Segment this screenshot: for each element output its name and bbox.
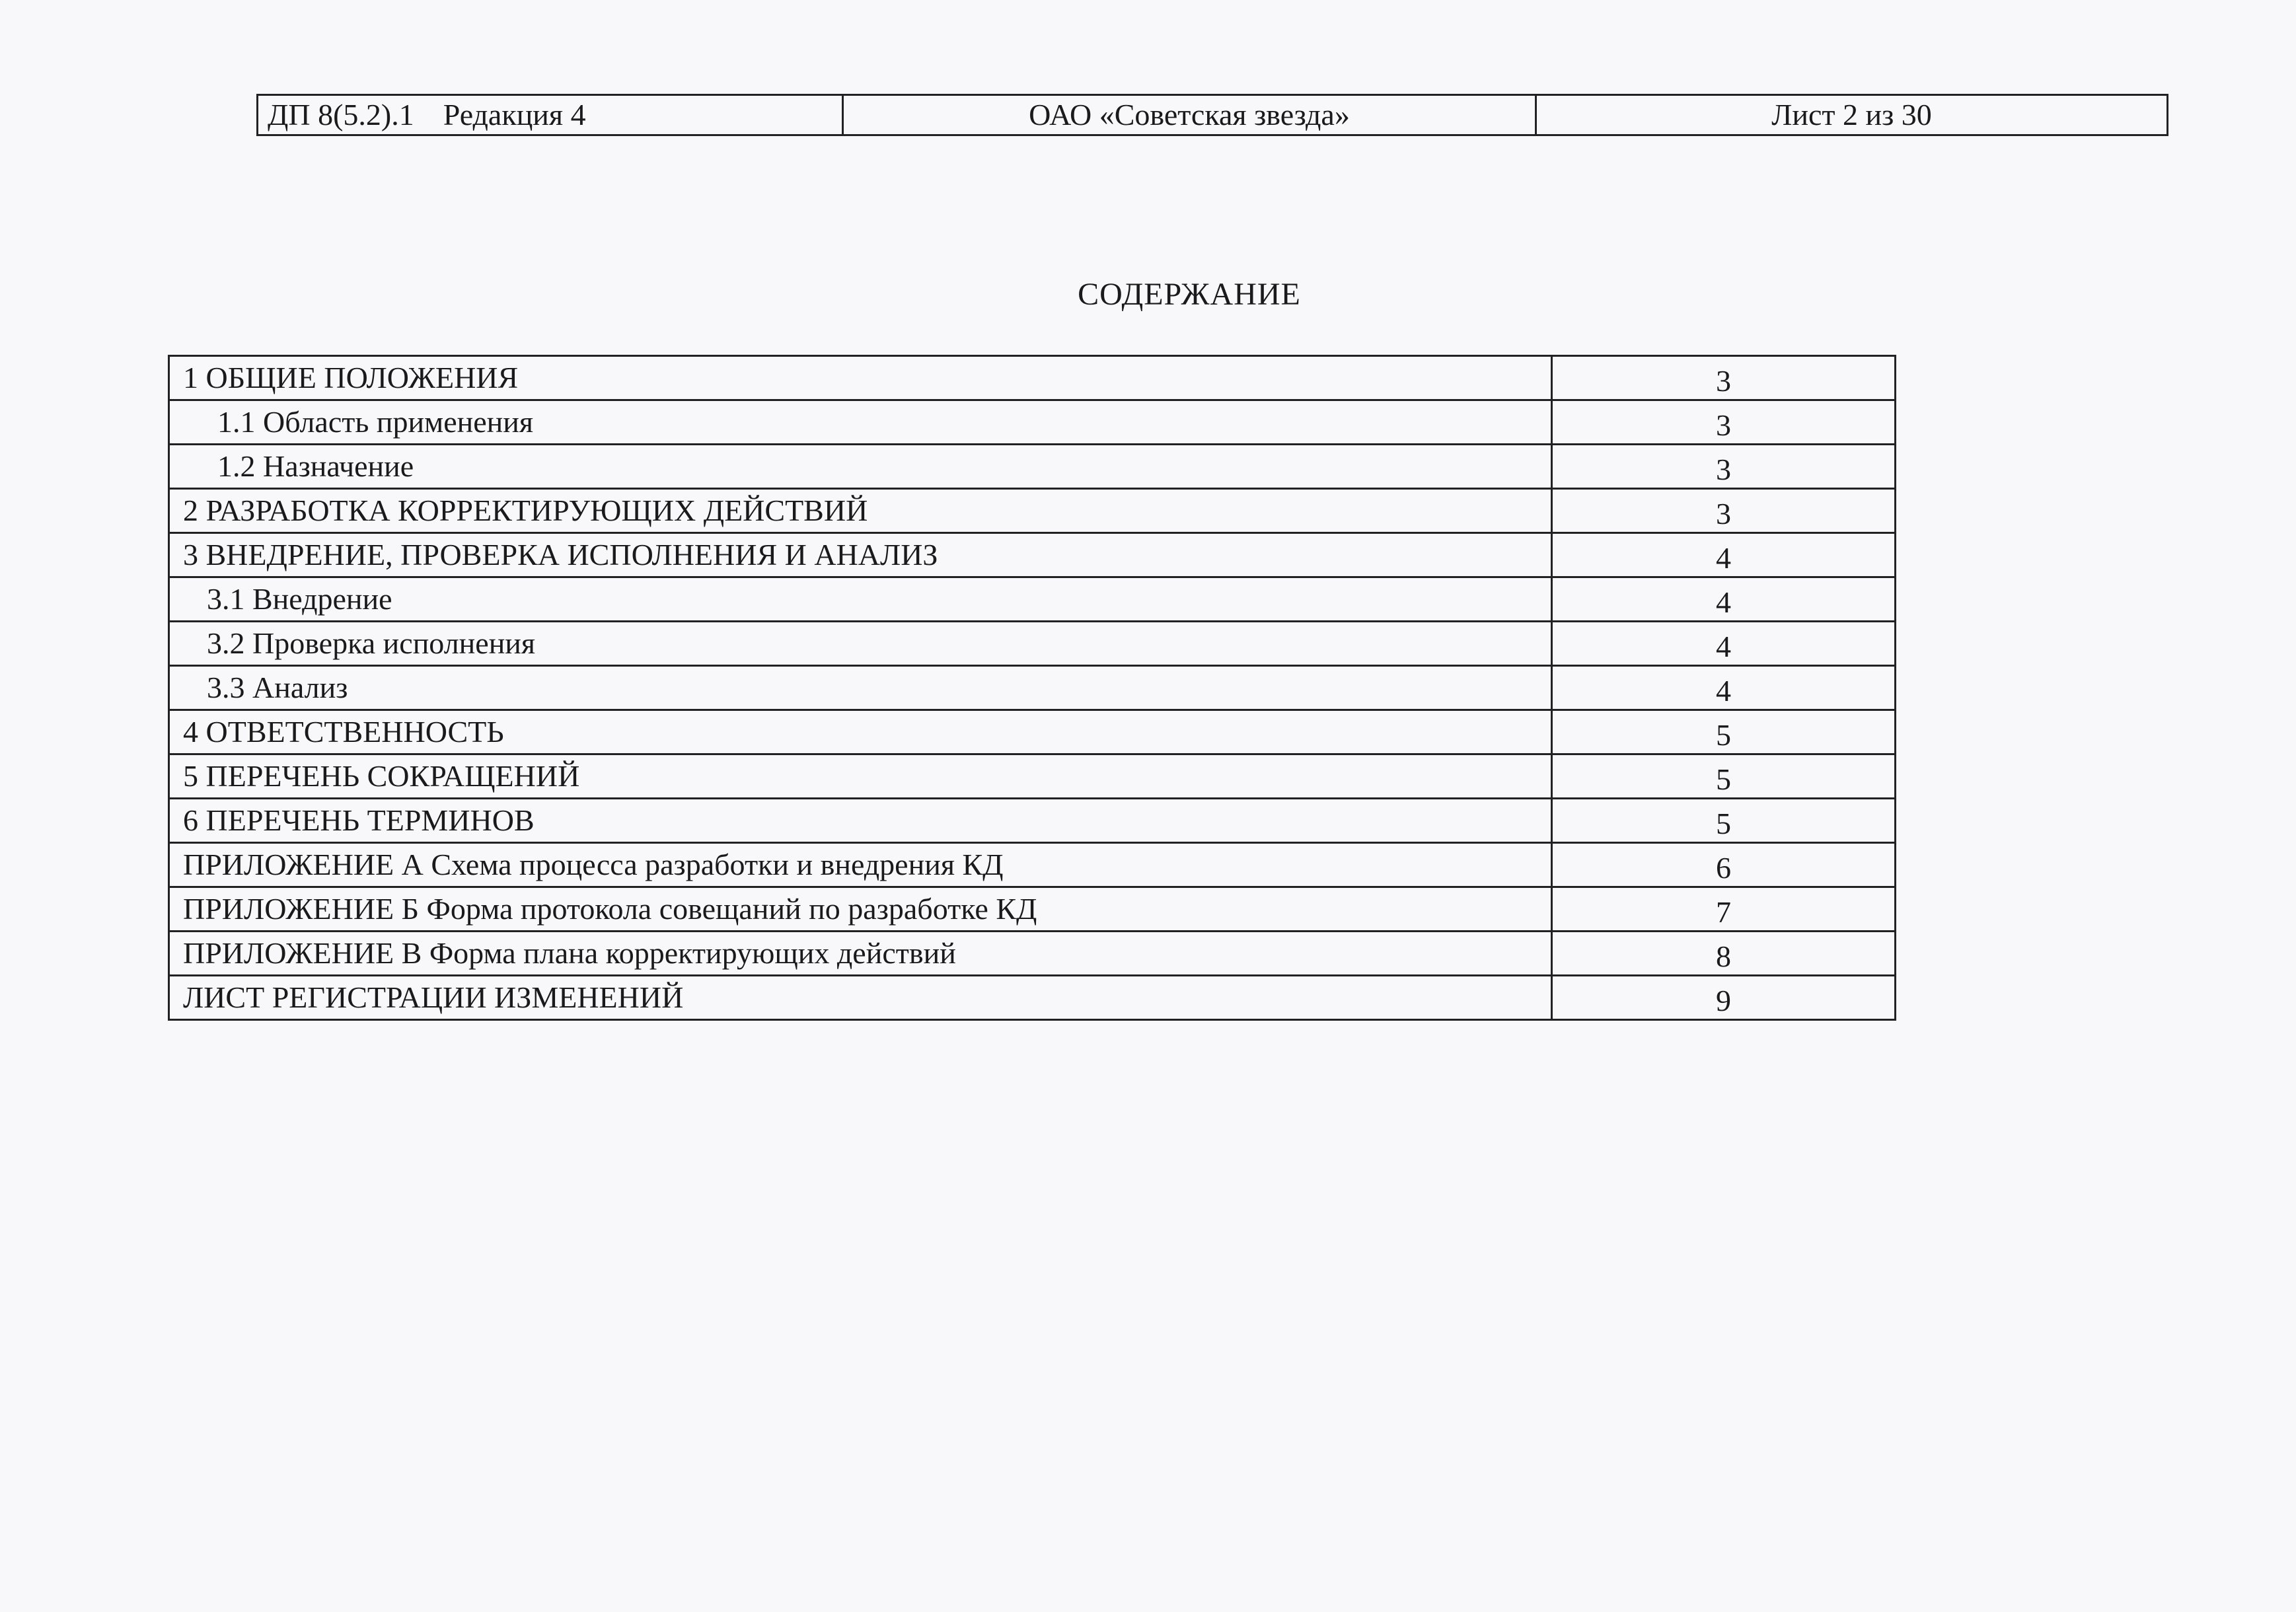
toc-row-page: 3 bbox=[1552, 445, 1896, 489]
toc-row-title: ПРИЛОЖЕНИЕ В Форма плана корректирующих действий bbox=[169, 932, 1552, 976]
toc-row-title: 6 ПЕРЕЧЕНЬ ТЕРМИНОВ bbox=[169, 799, 1552, 843]
toc-row bbox=[169, 445, 1896, 489]
toc-row bbox=[169, 887, 1896, 932]
toc-row bbox=[169, 976, 1896, 1020]
toc-row bbox=[169, 489, 1896, 533]
toc-row bbox=[169, 622, 1896, 666]
toc-row-page: 9 bbox=[1552, 976, 1896, 1020]
toc-row-page: 3 bbox=[1552, 400, 1896, 445]
toc-row-title: ЛИСТ РЕГИСТРАЦИИ ИЗМЕНЕНИЙ bbox=[169, 976, 1552, 1020]
header-doc-code: ДП 8(5.2).1 bbox=[268, 98, 414, 131]
toc-row-title: 3.2 Проверка исполнения bbox=[169, 622, 1552, 666]
toc-row bbox=[169, 577, 1896, 622]
toc-row-title: 1.2 Назначение bbox=[169, 445, 1552, 489]
toc-row-title: 1 ОБЩИЕ ПОЛОЖЕНИЯ bbox=[169, 356, 1552, 400]
header-revision: Редакция 4 bbox=[443, 98, 586, 131]
toc-row bbox=[169, 666, 1896, 710]
toc-row bbox=[169, 533, 1896, 577]
toc-row-title: ПРИЛОЖЕНИЕ А Схема процесса разработки и внедрения КД bbox=[169, 843, 1552, 887]
toc-row-page: 4 bbox=[1552, 622, 1896, 666]
toc-row-title: 4 ОТВЕТСТВЕННОСТЬ bbox=[169, 710, 1552, 754]
page-header-table bbox=[256, 94, 2168, 136]
toc-row-title: 2 РАЗРАБОТКА КОРРЕКТИРУЮЩИХ ДЕЙСТВИЙ bbox=[169, 489, 1552, 533]
toc-row-page: 8 bbox=[1552, 932, 1896, 976]
toc-row-title: 5 ПЕРЕЧЕНЬ СОКРАЩЕНИЙ bbox=[169, 754, 1552, 799]
toc-row-title: 1.1 Область применения bbox=[169, 400, 1552, 445]
toc-row-page: 4 bbox=[1552, 533, 1896, 577]
header-organization: ОАО «Советская звезда» bbox=[843, 95, 1536, 135]
toc-row-page: 4 bbox=[1552, 577, 1896, 622]
toc-row-title: ПРИЛОЖЕНИЕ Б Форма протокола совещаний по разработке КД bbox=[169, 887, 1552, 932]
toc-table bbox=[168, 355, 1896, 1021]
toc-title: СОДЕРЖАНИЕ bbox=[1078, 277, 1301, 312]
toc-row bbox=[169, 932, 1896, 976]
toc-row bbox=[169, 400, 1896, 445]
header-sheet-number: Лист 2 из 30 bbox=[1536, 95, 2168, 135]
toc-row-page: 4 bbox=[1552, 666, 1896, 710]
toc-row bbox=[169, 356, 1896, 400]
toc-row bbox=[169, 799, 1896, 843]
toc-row-title: 3.3 Анализ bbox=[169, 666, 1552, 710]
toc-row-page: 5 bbox=[1552, 754, 1896, 799]
toc-row-page: 3 bbox=[1552, 356, 1896, 400]
toc-row-page: 5 bbox=[1552, 799, 1896, 843]
toc-row bbox=[169, 843, 1896, 887]
toc-row-title: 3 ВНЕДРЕНИЕ, ПРОВЕРКА ИСПОЛНЕНИЯ И АНАЛИЗ bbox=[169, 533, 1552, 577]
toc-row bbox=[169, 754, 1896, 799]
toc-row-page: 7 bbox=[1552, 887, 1896, 932]
toc-row-title: 3.1 Внедрение bbox=[169, 577, 1552, 622]
header-doc-cell bbox=[258, 95, 843, 135]
toc-row-page: 5 bbox=[1552, 710, 1896, 754]
toc-row-page: 3 bbox=[1552, 489, 1896, 533]
toc-row bbox=[169, 710, 1896, 754]
toc-row-page: 6 bbox=[1552, 843, 1896, 887]
